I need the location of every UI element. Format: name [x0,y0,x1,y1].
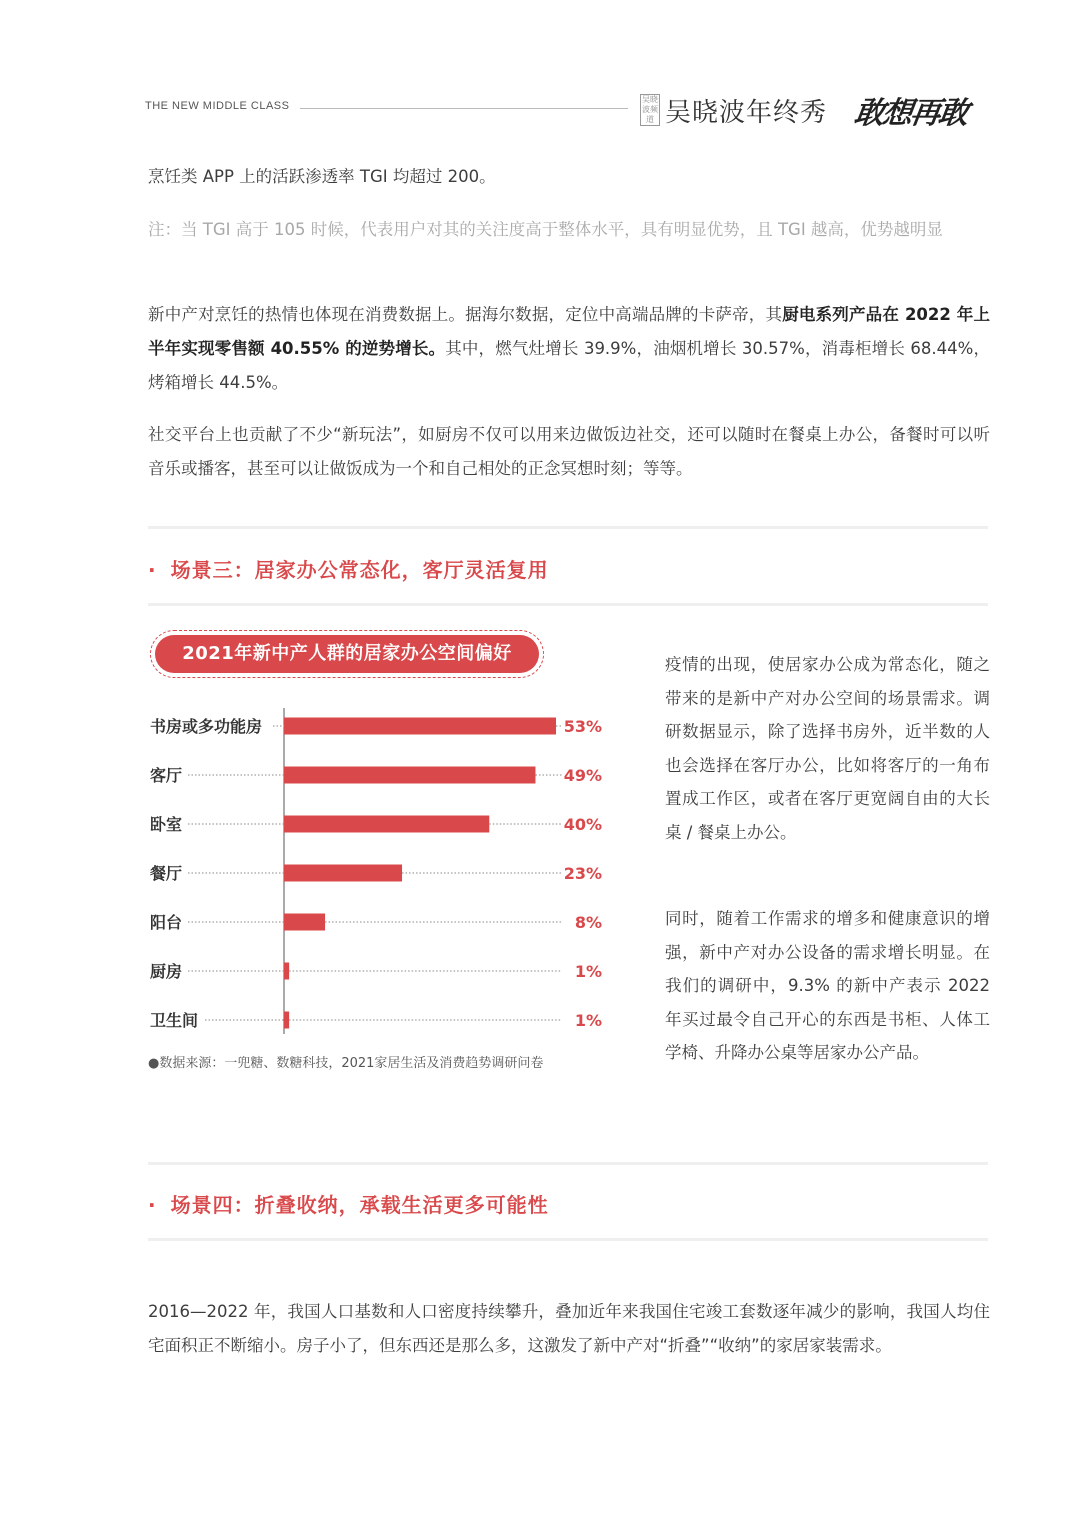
side-paragraph-1: 疫情的出现，使居家办公成为常态化，随之带来的是新中产对办公空间的场景需求。调研数据显示，除了选择书房外，近半数的人也会选择在客厅办公，比如将客厅的一角布置成工作区，或者在客厅更宽阔自由的大长桌 / 餐桌上办公。 [665,655,990,842]
category-label: 阳台 [150,913,183,932]
paragraph-2-details: 其中，燃气灶增长 39.9%，油烟机增长 30.57%，消毒柜增长 68.44%，烤箱增长 44.5%。 [148,339,990,392]
bar [284,963,289,980]
section-3-bottom-divider [148,603,988,606]
section-3-bullet: · [148,558,157,582]
category-label: 客厅 [150,766,183,785]
value-label: 53% [563,717,602,736]
paragraph-2-highlight: 厨电系列产品在 2022 年上半年实现零售额 40.55% 的逆势增长。 [148,305,990,358]
value-label: 8% [574,913,602,932]
header-seal-logo: 吴晓波频道 [642,95,658,124]
value-label: 23% [563,864,602,883]
bar [284,718,556,735]
header-brand-logo: 敢想再敢 [852,96,969,131]
bar [284,914,325,931]
section-3-title-text: 场景三：居家办公常态化，客厅灵活复用 [170,558,549,582]
side-paragraph-2: 同时，随着工作需求的增多和健康意识的增强，新中产对办公设备的需求增长明显。在我们的调研中，9.3% 的新中产表示 2022 年买过最令自己开心的东西是书柜、人体工学椅、升降办公桌等居家办公产品。 [665,909,990,1062]
value-label: 49% [563,766,602,785]
paragraph-2-intro: 新中产对烹饪的热情也体现在消费数据上。据海尔数据，定位中高端品牌的卡萨帝，其 [148,305,783,324]
bar [284,865,402,882]
value-label: 1% [574,962,602,981]
bar-chart [140,700,620,1045]
chart-title-pill [150,630,544,678]
tgi-note: 注：当 TGI 高于 105 时候，代表用户对其的关注度高于整体水平，具有明显优势，且 TGI 越高，优势越明显 [148,220,943,239]
paragraph-4: 2016—2022 年，我国人口基数和人口密度持续攀升，叠加近年来我国住宅竣工套数逐年减少的影响，我国人均住宅面积正不断缩小。房子小了，但东西还是那么多，这激发了新中产对“折叠”“收纳”的家居家装需求。 [148,1302,990,1355]
paragraph-2 [148,298,990,400]
category-label: 卧室 [150,815,183,834]
category-label: 卫生间 [150,1011,199,1030]
section-4-bottom-divider [148,1238,988,1241]
paragraph-1: 烹饪类 APP 上的活跃渗透率 TGI 均超过 200。 [148,167,496,186]
header-divider [300,108,628,109]
section-3-top-divider [148,526,988,529]
header-title: 吴晓波年终秀 [665,98,828,128]
section-3-title [148,554,549,583]
value-label: 40% [563,815,602,834]
chart-source: ●数据来源：一兜糖、数糖科技，2021家居生活及消费趋势调研问卷 [148,1056,544,1071]
section-4-title [148,1189,549,1218]
bar [284,1012,289,1029]
header-english-title: THE NEW MIDDLE CLASS [145,100,290,112]
section-4-top-divider [148,1162,988,1165]
section-4-bullet: · [148,1193,157,1217]
chart-title: 2021年新中产人群的居家办公空间偏好 [155,635,539,673]
category-label: 书房或多功能房 [150,717,263,736]
bar [284,767,535,784]
category-label: 餐厅 [150,864,183,883]
section-4-title-text: 场景四：折叠收纳，承载生活更多可能性 [170,1193,549,1217]
value-label: 1% [574,1011,602,1030]
bar [284,816,489,833]
category-label: 厨房 [150,962,183,981]
paragraph-3: 社交平台上也贡献了不少“新玩法”，如厨房不仅可以用来边做饭边社交，还可以随时在餐桌上办公，备餐时可以听音乐或播客，甚至可以让做饭成为一个和自己相处的正念冥想时刻；等等。 [148,425,990,478]
